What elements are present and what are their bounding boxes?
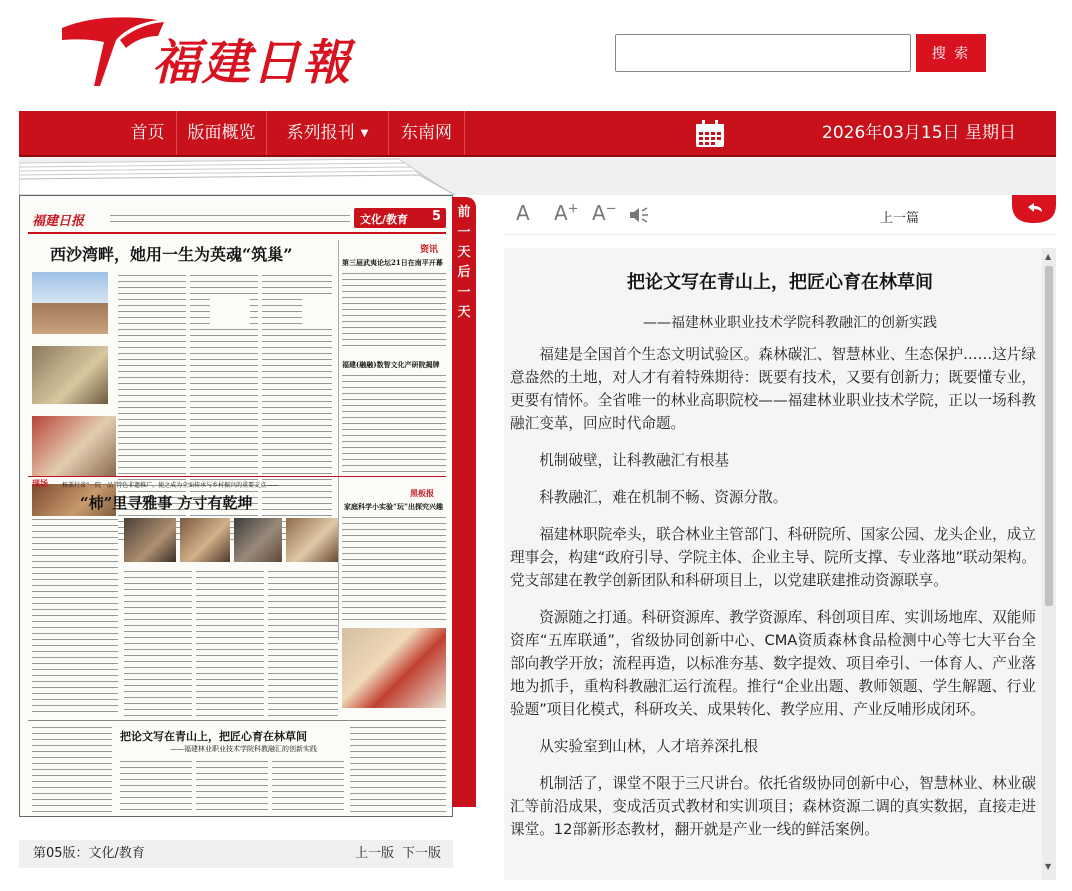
- day-switch-label: 前一天后一天: [457, 205, 471, 320]
- paper-section-tag-label: 文化/教育: [360, 213, 409, 226]
- search-button[interactable]: 搜 索: [916, 34, 986, 72]
- article-paragraph: 科教融汇，难在机制不畅、资源分散。: [539, 489, 788, 506]
- article-body: [510, 343, 1040, 841]
- font-smaller-sup: −: [605, 201, 617, 217]
- bottom-column-2: [120, 758, 192, 814]
- paper-headline-right-1[interactable]: 第三届武夷论坛21日在南平开幕: [342, 258, 443, 267]
- craft-column-4: [268, 568, 338, 716]
- current-section-label: 第05版：文化/教育: [33, 846, 145, 861]
- search-input[interactable]: [615, 34, 911, 72]
- font-reset-button[interactable]: A: [516, 201, 530, 225]
- nav-item-series-label: 系列报刊: [286, 123, 355, 143]
- chevron-down-icon: ▼: [360, 128, 369, 139]
- paper-masthead-logo: 福建日报: [32, 214, 85, 229]
- paper-page-number: 5: [432, 209, 442, 224]
- kicker-scene: 现场: [32, 478, 48, 488]
- article-scrollbar[interactable]: [1042, 248, 1056, 880]
- scroll-up-arrow-icon[interactable]: ▲: [1045, 252, 1052, 261]
- kicker-news: 资讯: [420, 245, 439, 255]
- page-stack-decoration: [19, 157, 1056, 195]
- nav-item-series[interactable]: [267, 111, 389, 155]
- font-smaller-label: A: [592, 201, 606, 225]
- paper-headline-craft[interactable]: “杮”里寻雅事 方寸有乾坤: [80, 494, 253, 512]
- craft-column-2: [124, 568, 192, 716]
- article-toolbar: [504, 195, 1056, 235]
- scroll-down-arrow-icon[interactable]: ▼: [1045, 862, 1052, 871]
- column-divider: [338, 240, 339, 640]
- nav-item-home[interactable]: 首页: [119, 111, 177, 155]
- paper-header-lines: [110, 212, 350, 222]
- calendar-icon[interactable]: [695, 120, 725, 148]
- paper-headline-right-3[interactable]: 家庭科学小实验“玩”出探究兴趣: [344, 502, 444, 511]
- article-title: 把论文写在青山上，把匠心育在林草间: [627, 272, 933, 293]
- nav-item-southeast[interactable]: 东南网: [389, 111, 465, 155]
- right-column-text-2: [342, 372, 446, 472]
- main-nav: [19, 111, 1056, 157]
- nav-item-overview[interactable]: 版面概览: [177, 111, 267, 155]
- paper-headline-craft-kicker: 杨栗行省“一院一品”特色非遗推广，使之成为全面传承与乡村振兴的重要支点——: [62, 482, 279, 489]
- day-switch-tab[interactable]: [452, 197, 476, 807]
- article-subheading: 机制破壁，让科教融汇有根基: [539, 452, 729, 469]
- article-paragraph: 机制活了，课堂不限于三尺讲台。依托省级协同创新中心，智慧林业、林业碳汇等前沿成果，变成活页式教材和实训项目；森林资源二调的真实数据，直接走进课堂。12部新形态教材，翻开就是产业一线的鲜活案例。: [510, 775, 1036, 838]
- speaker-icon[interactable]: [628, 205, 650, 225]
- paper-rule-3: [28, 720, 446, 721]
- font-smaller-button[interactable]: [592, 201, 617, 225]
- photo-portrait: [32, 346, 108, 404]
- craft-column-1: [32, 516, 118, 716]
- paper-rule-2: [28, 476, 446, 477]
- kicker-board: 黑板报: [410, 488, 434, 498]
- site-logo[interactable]: [60, 10, 353, 96]
- article-scroll-area[interactable]: [504, 248, 1040, 880]
- paper-rule: [28, 232, 446, 234]
- bottom-column-4: [272, 758, 344, 814]
- right-column-text-3: [342, 514, 446, 624]
- paper-headline-main[interactable]: 西沙湾畔，她用一生为英魂“筑巢”: [50, 245, 293, 264]
- craft-column-3: [196, 568, 264, 716]
- bottom-column-5: [350, 724, 446, 814]
- paper-section-tag: [354, 208, 446, 228]
- logo-text: 福建日報: [152, 35, 353, 91]
- photo-statue: [32, 272, 108, 334]
- article-paragraph: 福建是全国首个生态文明试验区。森林碳汇、智慧林业、生态保护……这片绿意盎然的土地，对人才有着特殊期待：既要有技术，又要有创新力；既要懂专业，更要有情怀。全省唯一的林业高职院校——福建林业职业技术学院，正以一场科教融汇变革，回应时代命题。: [510, 346, 1036, 432]
- article-subtitle: ——福建林业职业技术学院科教融汇的创新实践: [643, 315, 937, 331]
- font-larger-label: A: [554, 201, 568, 225]
- photo-craft-1: [124, 518, 176, 562]
- newspaper-page-image[interactable]: [19, 195, 453, 817]
- next-page-link[interactable]: 下一版: [402, 846, 442, 861]
- bottom-column-1: [32, 724, 112, 814]
- font-larger-sup: +: [567, 201, 579, 217]
- photo-craft-4: [286, 518, 338, 562]
- paper-headline-right-2[interactable]: 福建(融融)数智文化产研院揭牌: [342, 360, 440, 369]
- current-date: 2026年03月15日 星期日: [822, 123, 1016, 143]
- prev-page-link[interactable]: 上一版: [355, 846, 395, 861]
- scrollbar-thumb[interactable]: [1045, 266, 1053, 606]
- pullquote-1: [210, 298, 250, 328]
- photo-exhibit: [32, 416, 116, 476]
- page-nav-footer: [19, 840, 453, 868]
- back-arrow-icon[interactable]: [1012, 195, 1056, 223]
- prev-article-link[interactable]: 上一篇: [880, 211, 920, 226]
- article-panel[interactable]: [504, 248, 1056, 880]
- right-column-text-1: [342, 270, 446, 350]
- article-subheading: 从实验室到山林，人才培养深扎根: [539, 738, 759, 755]
- photo-craft-3: [234, 518, 282, 562]
- photo-craft-2: [180, 518, 230, 562]
- pullquote-2: [302, 298, 332, 328]
- font-larger-button[interactable]: [554, 201, 579, 225]
- bottom-column-3: [196, 758, 268, 814]
- paper-subhead-bottom: ——福建林业职业技术学院科教融汇的创新实践: [170, 745, 317, 753]
- paper-headline-bottom[interactable]: 把论文写在青山上，把匠心育在林草间: [120, 730, 307, 743]
- article-paragraph: 资源随之打通。科研资源库、教学资源库、科创项目库、实训场地库、双能师资库“五库联通”，省级协同创新中心、CMA资质森林食品检测中心等七大平台全部向教学开放；流程再造，以标准夯基、数字提效、项目牵引、一体育人、产业落地为抓手，重构科教融汇运行流程。推行“企业出题、教师领题、学生解题、行业验题”项目化模式，科研攻关、成果转化、教学应用、产业反哺形成闭环。: [510, 609, 1036, 718]
- article-paragraph: 福建林职院牵头，联合林业主管部门、科研院所、国家公园、龙头企业，成立理事会，构建“政府引导、学院主体、企业主导、院所支撑、专业落地”联动架构。党支部建在教学创新团队和科研项目上，以党建联建推动资源联享。: [510, 526, 1036, 589]
- photo-classroom: [342, 628, 446, 708]
